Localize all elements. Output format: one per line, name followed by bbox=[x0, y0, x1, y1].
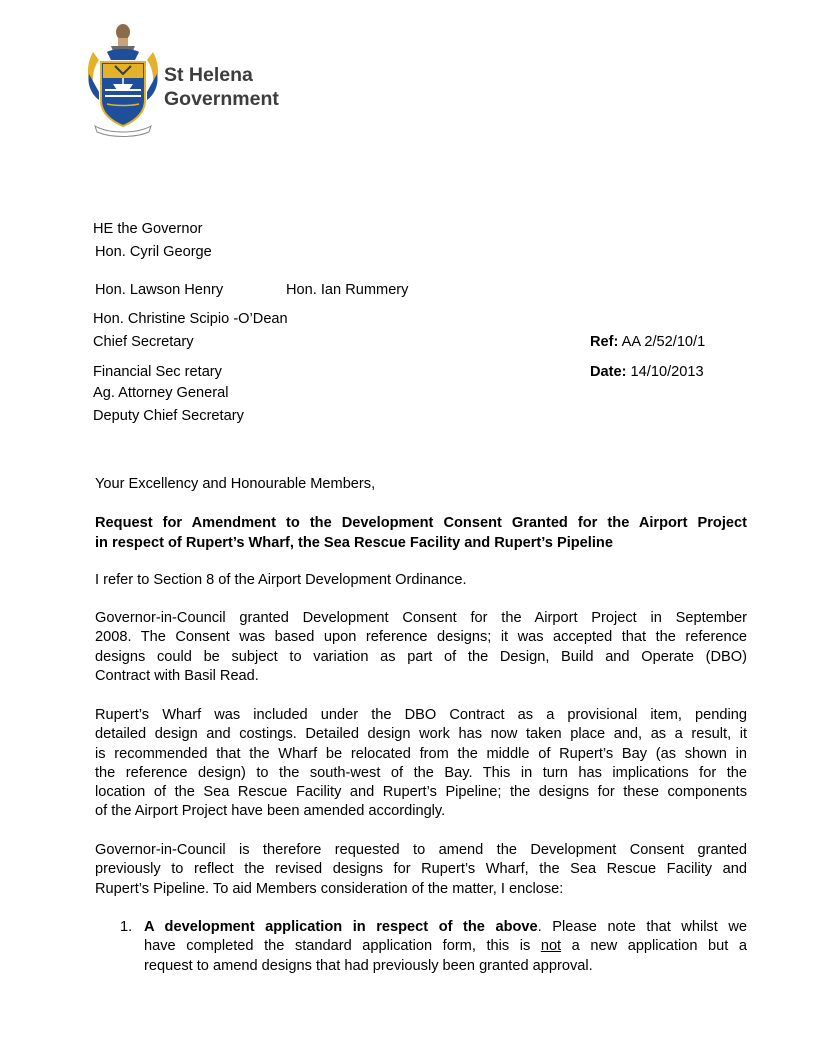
date-label: Date: bbox=[590, 364, 627, 380]
paragraph-line: 2008. The Consent was based upon reference designs; it was accepted that the reference bbox=[95, 629, 747, 646]
recipient: Financial Sec retary bbox=[93, 364, 222, 380]
recipient: HE the Governor bbox=[93, 221, 203, 237]
paragraph-line: Rupert’s Pipeline. To aid Members consideration of the matter, I enclose: bbox=[95, 880, 564, 897]
recipient: Hon. Christine Scipio -O’Dean bbox=[93, 311, 288, 327]
brand-name-line2: Government bbox=[164, 88, 279, 110]
paragraph-line: the reference design) to the south-west of the Bay. This in turn has implications for the bbox=[95, 764, 747, 781]
paragraph-line: location of the Sea Rescue Facility and Rupert’s Pipeline; the designs for these components bbox=[95, 784, 747, 801]
reference-label: Ref: bbox=[590, 334, 619, 350]
list-underlined-text: not bbox=[540, 938, 562, 955]
paragraph-line: of the Airport Project have been amended accordingly. bbox=[95, 803, 446, 820]
paragraph bbox=[95, 706, 747, 822]
paragraph: I refer to Section 8 of the Airport Development Ordinance. bbox=[95, 572, 467, 588]
paragraph-line: is recommended that the Wharf be relocated from the middle of Rupert’s Bay (as shown in bbox=[95, 745, 747, 762]
list-text: a new application but a bbox=[561, 938, 748, 955]
recipient: Deputy Chief Secretary bbox=[93, 408, 244, 424]
recipient: Chief Secretary bbox=[93, 334, 194, 350]
paragraph-line: Governor-in-Council is therefore requested to amend the Development Consent granted bbox=[95, 842, 747, 858]
list-line bbox=[144, 937, 747, 956]
recipient: Hon. Lawson Henry bbox=[95, 282, 224, 298]
paragraph-line: Contract with Basil Read. bbox=[95, 667, 259, 684]
list-line: request to amend designs that had previously been granted approval. bbox=[144, 957, 593, 974]
paragraph-line: Rupert’s Wharf was included under the DBO Contract as a provisional item, pending bbox=[95, 707, 747, 723]
paragraph bbox=[95, 841, 747, 899]
recipient: Hon. Ian Rummery bbox=[286, 282, 409, 298]
date bbox=[590, 363, 704, 381]
list-line bbox=[144, 918, 747, 937]
list-item bbox=[144, 918, 747, 976]
reference bbox=[590, 333, 705, 351]
list-text: have completed the standard application form, this is bbox=[144, 938, 541, 955]
paragraph-line: Governor-in-Council granted Development Consent for the Airport Project in September bbox=[95, 610, 747, 626]
reference-value: AA 2/52/10/1 bbox=[618, 334, 706, 350]
list-bold-text: A development application in respect of the above bbox=[144, 919, 538, 935]
list-text: . Please note that whilst we bbox=[537, 919, 747, 935]
paragraph-line: designs could be subject to variation as part of the Design, Build and Operate (DBO) bbox=[95, 648, 747, 665]
subject-line: Request for Amendment to the Development Consent Granted for the Airport Project bbox=[95, 515, 747, 531]
paragraph-line: detailed design and costings. Detailed design work has now taken place and, as a result, it bbox=[95, 726, 747, 743]
salutation: Your Excellency and Honourable Members, bbox=[95, 476, 376, 492]
recipient: Ag. Attorney General bbox=[93, 385, 229, 401]
date-value: 14/10/2013 bbox=[626, 364, 704, 380]
subject-heading bbox=[95, 514, 747, 553]
paragraph bbox=[95, 609, 747, 686]
subject-line: in respect of Rupert’s Wharf, the Sea Rescue Facility and Rupert’s Pipeline bbox=[95, 534, 613, 551]
recipient: Hon. Cyril George bbox=[95, 244, 212, 260]
list-number: 1. bbox=[120, 919, 133, 935]
paragraph-line: previously to reflect the revised designs for Rupert’s Wharf, the Sea Rescue Facility and bbox=[95, 861, 747, 878]
coat-of-arms-icon bbox=[85, 22, 161, 140]
brand-name-line1: St Helena bbox=[164, 64, 253, 86]
